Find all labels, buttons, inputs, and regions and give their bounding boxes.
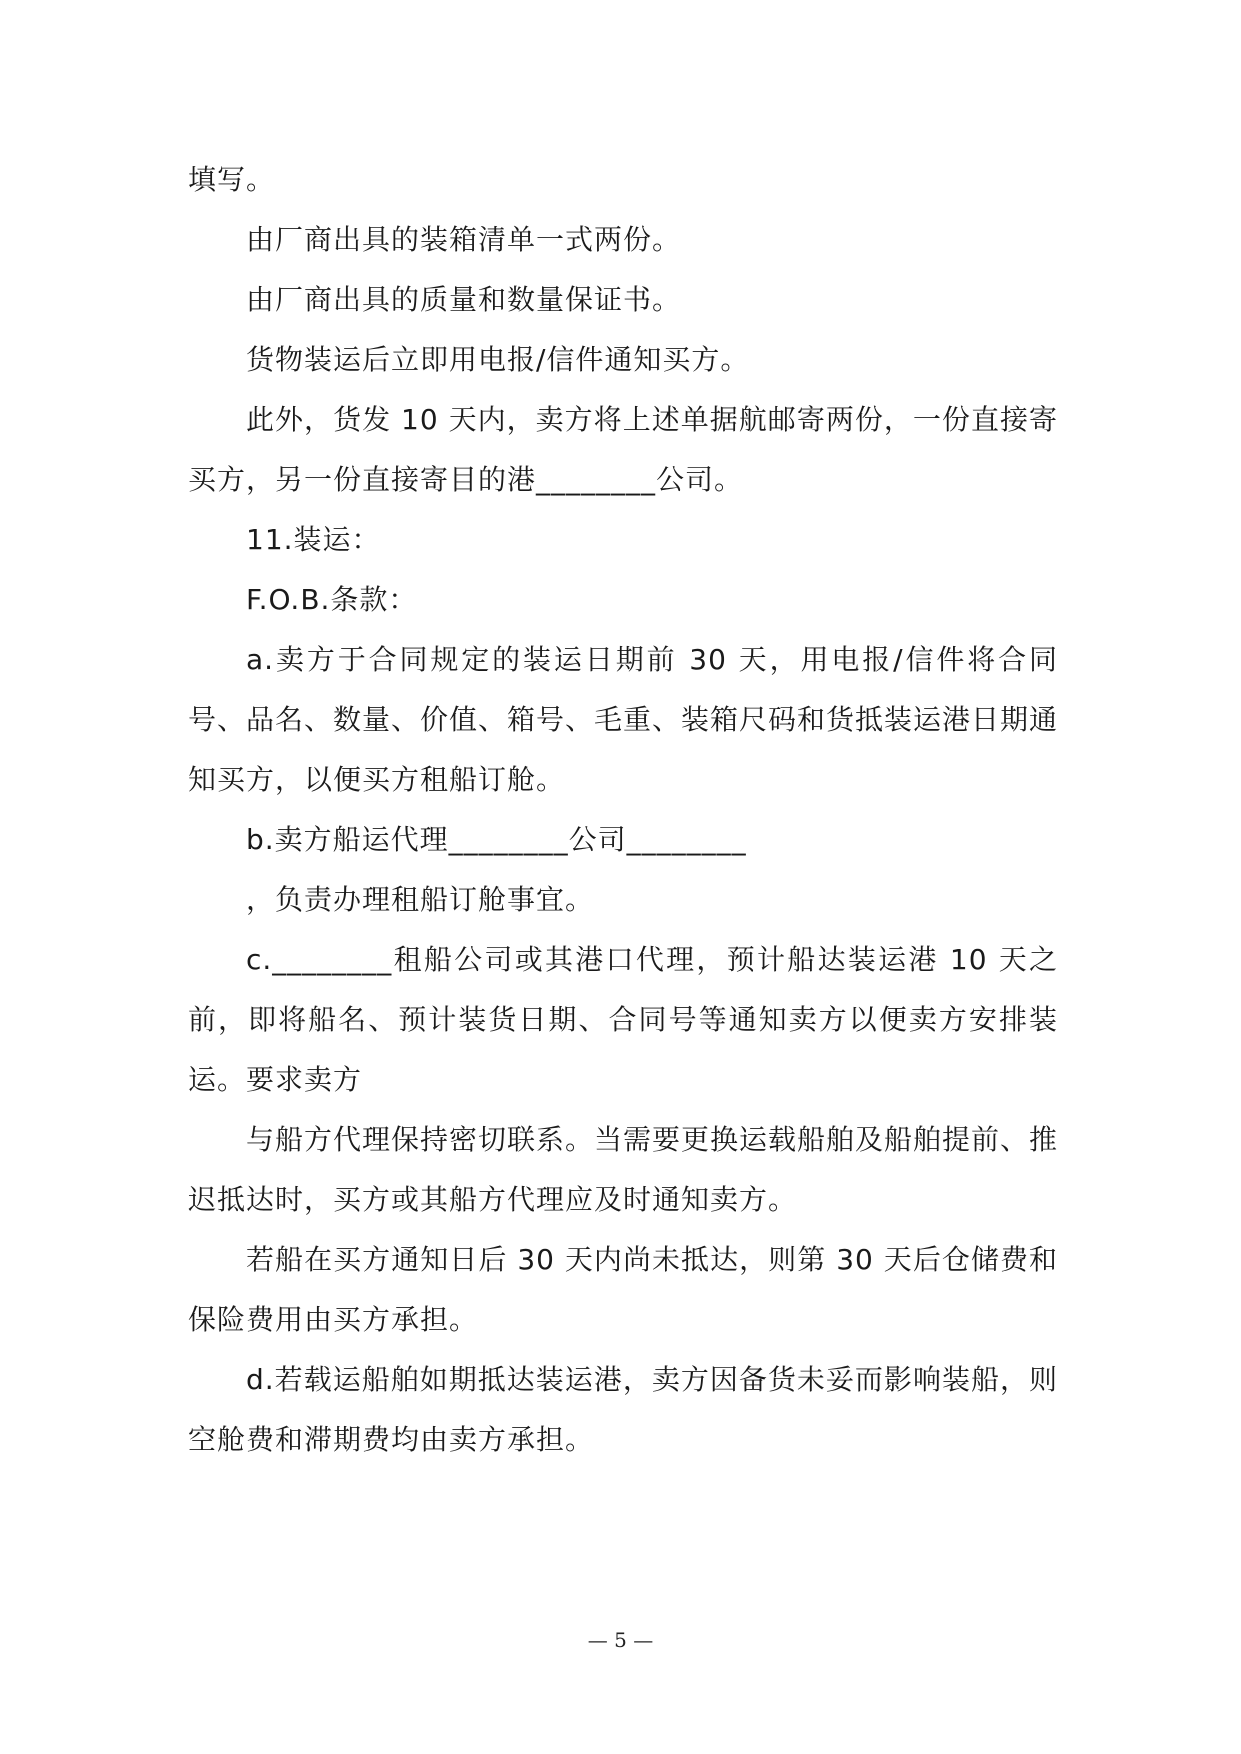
paragraph-shipment-notice: 货物装运后立即用电报/信件通知买方。 [246,343,750,376]
clause-c-storage-costs: 若船在买方通知日后 30 天内尚未抵达，则第 30 天后仓储费和保险费用由买方承担。 [188,1243,1058,1336]
subheading-fob-terms: F.O.B.条款： [246,583,418,616]
paragraph-fill-in: 填写。 [188,163,276,196]
document-body [188,150,1058,1470]
clause-d: d.若载运船舶如期抵达装运港，卖方因备货未妥而影响装船，则空舱费和滞期费均由卖方承担。 [188,1363,1058,1456]
clause-c-liaison: 与船方代理保持密切联系。当需要更换运载船舶及船舶提前、推迟抵达时，买方或其船方代理应及时通知卖方。 [188,1123,1059,1216]
paragraph-packing-list: 由厂商出具的装箱清单一式两份。 [246,223,682,256]
section-heading-shipment: 11.装运： [246,523,381,556]
clause-a: a.卖方于合同规定的装运日期前 30 天，用电报/信件将合同号、品名、数量、价值、箱号、毛重、装箱尺码和货抵装运港日期通知买方，以便买方租船订舱。 [188,643,1059,796]
page-number: — 5 — [587,1628,654,1652]
clause-b: b.卖方船运代理________公司________ [246,823,747,856]
paragraph-airmail-documents: 此外，货发 10 天内，卖方将上述单据航邮寄两份，一份直接寄买方，另一份直接寄目的港________公司。 [188,403,1058,496]
clause-b-continuation: ，负责办理租船订舱事宜。 [246,883,595,916]
clause-c: c.________租船公司或其港口代理，预计船达装运港 10 天之前，即将船名、预计装货日期、合同号等通知卖方以便卖方安排装运。要求卖方 [188,943,1058,1096]
paragraph-quality-certificate: 由厂商出具的质量和数量保证书。 [246,283,682,316]
